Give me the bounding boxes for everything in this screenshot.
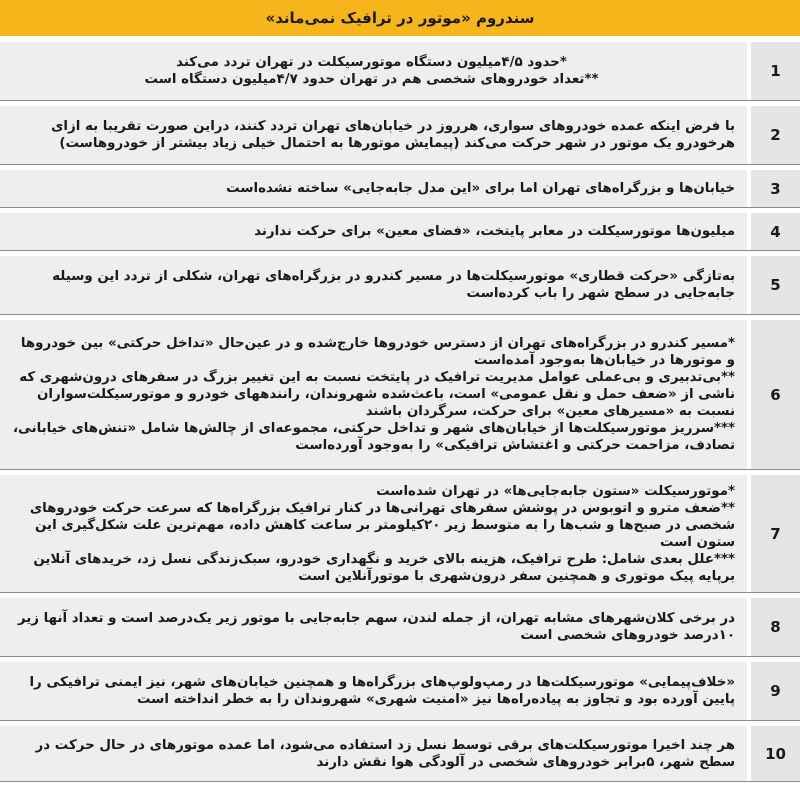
row-line: ***سرریز موتورسیکلت‌ها از خیابان‌های شهر و تداخل حرکتی، مجموعه‌ای از چالش‌ها شامل «تنش‌های خیابانی، تصادف، مزاحمت حرکتی و اغتشاش ترافیکی» را به‌وجود آورده‌است bbox=[12, 421, 735, 453]
row-number: 10 bbox=[747, 726, 800, 781]
table-row bbox=[0, 256, 800, 315]
row-line: **بی‌تدبیری و بی‌عملی عوامل مدیریت ترافیک در پایتخت نسبت به این تغییر بزرگ در سفرهای درون‌شهری که ناشی از «ضعف حمل و نقل عمومی» است، باعث‌شده شهروندان، رانندههای خودرو و موتورسیکلت‌سواران نسبت به «مسیرهای معین» برای حرکت، سرگردان باشند bbox=[19, 370, 735, 419]
row-number: 4 bbox=[747, 213, 800, 250]
row-line: «خلاف‌پیمایی» موتورسیکلت‌ها در رمپ‌ولوپ‌های بزرگراه‌ها و همچنین خیابان‌های شهر، نیز ایمنی ترافیکی را پایین آورده بود و تجاوز به پیاده‌راه‌ها نیز «امنیت شهری» شهروندان را به خطر انداخته است bbox=[29, 675, 735, 707]
table-row bbox=[0, 475, 800, 593]
row-line: **تعداد خودروهای شخصی هم در تهران حدود ۴/۷میلیون دستگاه است bbox=[144, 72, 599, 87]
row-text bbox=[0, 213, 747, 250]
row-line: **ضعف مترو و اتوبوس در پوشش سفرهای تهرانی‌ها در کنار ترافیک بزرگراه‌ها که سرعت حرکت خودروهای شخصی در صبح‌ها و شب‌ها را به متوسط زیر ۲۰کیلومتر بر ساعت کاهش داده، مهم‌ترین علت شکل‌گیری این ستون است bbox=[29, 500, 735, 550]
row-number: 3 bbox=[747, 170, 800, 207]
page-title: سندروم «موتور در ترافیک نمی‌ماند» bbox=[0, 0, 800, 36]
table-row bbox=[0, 213, 800, 251]
row-text bbox=[0, 256, 747, 314]
row-line: در برخی کلان‌شهرهای مشابه تهران، از جمله لندن، سهم جابه‌جایی با موتور زیر یک‌درصد است و تعداد آنها زیر ۱۰درصد خودروهای شخصی است bbox=[17, 611, 735, 643]
row-number: 6 bbox=[747, 320, 800, 469]
row-number: 5 bbox=[747, 256, 800, 314]
table-row bbox=[0, 320, 800, 470]
row-text bbox=[0, 42, 747, 100]
row-line: با فرض اینکه عمده خودروهای سواری، هرروز در خیابان‌های تهران تردد کنند، دراین صورت تقریبا به ازای هرخودرو یک موتور در شهر حرکت می‌کند (پیمایش موتورها به احتمال خیلی زیاد بیشتر از خودروهاست) bbox=[51, 119, 735, 151]
table-row bbox=[0, 726, 800, 782]
row-text bbox=[0, 598, 747, 656]
row-line: *موتورسیکلت «ستون جابه‌جایی‌ها» در تهران شده‌است bbox=[376, 483, 735, 499]
row-number: 8 bbox=[747, 598, 800, 656]
row-line: خیابان‌ها و بزرگراه‌های تهران اما برای «این مدل جابه‌جایی» ساخته نشده‌است bbox=[226, 181, 735, 196]
table-row bbox=[0, 106, 800, 165]
row-text bbox=[0, 320, 747, 469]
table-row bbox=[0, 170, 800, 208]
row-number: 1 bbox=[747, 42, 800, 100]
row-line: *مسیر کندرو در بزرگراه‌های تهران از دسترس خودروها خارج‌شده و در عین‌حال «تداخل حرکتی» بین خودروها و موتورها در خیابان‌ها به‌وجود آمده‌است bbox=[20, 336, 735, 368]
syndrome-table bbox=[0, 42, 800, 782]
row-text bbox=[0, 726, 747, 781]
table-row bbox=[0, 662, 800, 721]
row-line: میلیون‌ها موتورسیکلت در معابر پایتخت، «فضای معین» برای حرکت ندارند bbox=[254, 224, 735, 239]
row-line: هر چند اخیرا موتورسیکلت‌های برقی توسط نسل زد استفاده می‌شود، اما عمده موتورهای در حال حرکت در سطح شهر، ۵برابر خودروهای شخصی در آلودگی هوا نقش دارند bbox=[35, 737, 735, 770]
table-row bbox=[0, 42, 800, 101]
row-number: 2 bbox=[747, 106, 800, 164]
row-text bbox=[0, 475, 747, 592]
row-text bbox=[0, 170, 747, 207]
row-text bbox=[0, 662, 747, 720]
row-line: ***علل بعدی شامل: طرح ترافیک، هزینه بالای خرید و نگهداری خودرو، سبک‌زندگی نسل زد، خریدهای آنلاین برپایه پیک موتوری و همچنین سفر درون‌شهری با موتورآنلاین است bbox=[33, 551, 735, 584]
row-number: 9 bbox=[747, 662, 800, 720]
row-text bbox=[0, 106, 747, 164]
row-line: *حدود ۴/۵میلیون دستگاه موتورسیکلت در تهران تردد می‌کند bbox=[176, 55, 567, 70]
row-line: به‌تازگی «حرکت قطاری» موتورسیکلت‌ها در مسیر کندرو در بزرگراه‌های تهران، شکلی از تردد این وسیله جابه‌جایی در سطح شهر را باب کرده‌است bbox=[52, 269, 735, 301]
row-number: 7 bbox=[747, 475, 800, 592]
table-row bbox=[0, 598, 800, 657]
